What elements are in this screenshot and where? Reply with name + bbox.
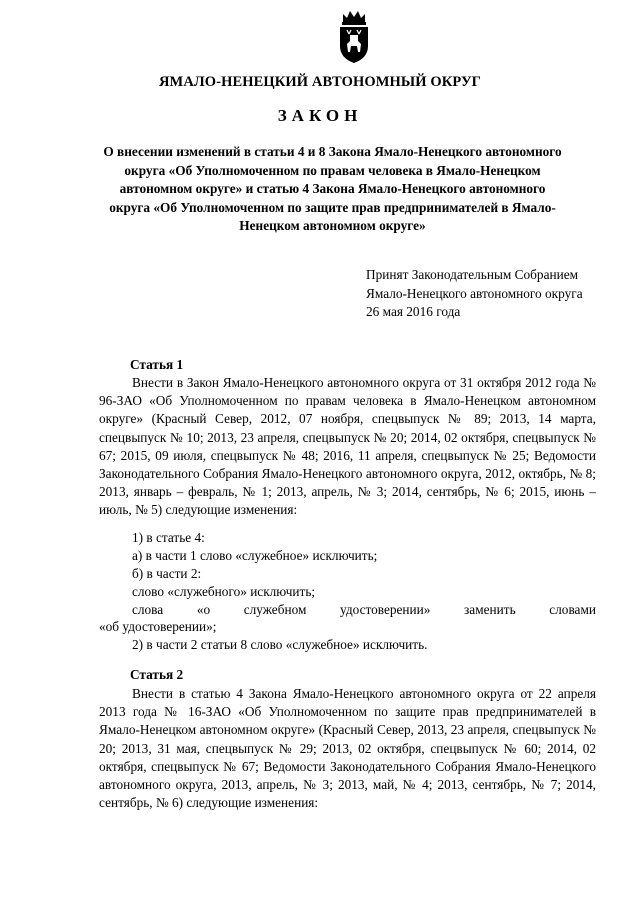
article-1-item-1b-1: слово «служебного» исключить; (132, 584, 316, 599)
article-1-item-1b-2: слова «о служебном удостоверении» заменить словами (132, 602, 596, 617)
article-1-heading: Статья 1 (130, 357, 184, 372)
adoption-line-1: Принят Законодательным Собранием (366, 267, 579, 282)
article-1-item-1b-2-cont: «об удостоверении»; (99, 619, 217, 634)
article-2-heading: Статья 2 (130, 667, 184, 682)
article-1-item-1: 1) в статье 4: (132, 530, 205, 545)
article-1-intro: Внести в Закон Ямало-Ненецкого автономного округа от 31 октября 2012 года № 96-ЗАО «Об Уполномоченном по правам человека в Ямало-Ненецком автономном округе» (Красный Север, 2012, 07 ноября, спецвыпуск № 89; 2013, 14 марта, спецвыпуск № 10; 2013, 23 апреля, спецвыпуск № 20; 2014, 02 октября, спецвыпуск № 67; 2015, 09 июля, спецвыпуск № 48; 2016, 11 апреля, спецвыпуск № 25; Ведомости Законодательного Собрания Ямало-Ненецкого автономного округа, 2012, октябрь, № 8; 2013, январь – февраль, № 1; 2013, апрель, № 3; 2014, сентябрь, № 6; 2015, июнь – июль, № 5) следующие изменения: (99, 375, 596, 518)
adoption-note (366, 266, 626, 322)
article-2-intro: Внести в статью 4 Закона Ямало-Ненецкого автономного округа от 22 апреля 2013 года № 16-ЗАО «Об Уполномоченном по защите прав предпринимателей в Ямало-Ненецком автономном округе» (Красный Север, 2013, 23 апреля, спецвыпуск № 20; 2013, 31 мая, спецвыпуск № 29; 2013, 02 октября, спецвыпуск № 60; 2014, 02 октября, спецвыпуск № 67; Ведомости Законодательного Собрания Ямало-Ненецкого автономного округа, 2013, апрель, № 3; 2013, май, № 4; 2013, сентябрь, № 7; 2014, сентябрь, № 6) следующие изменения: (99, 686, 596, 811)
article-1-item-1a: а) в части 1 слово «служебное» исключить; (132, 548, 378, 563)
region-name: ЯМАЛО-НЕНЕЦКИЙ АВТОНОМНЫЙ ОКРУГ (158, 74, 482, 90)
coat-of-arms-icon (336, 8, 372, 64)
document-type: ЗАКОН (277, 106, 363, 125)
article-1-item-2: 2) в части 2 статьи 8 слово «служебное» исключить. (132, 637, 428, 652)
article-1-item-1b: б) в части 2: (132, 566, 202, 581)
law-title: О внесении изменений в статьи 4 и 8 Закона Ямало-Ненецкого автономного округа «Об Уполномоченном по правам человека в Ямало-Ненецком автономном округе» и статью 4 Закона Ямало-Ненецкого автономного округа «Об Уполномоченном по защите прав предпринимателей в Ямало-Ненецком автономном округе» (103, 144, 562, 234)
adoption-line-2: Ямало-Ненецкого автономного округа (366, 285, 583, 301)
adoption-date: 26 мая 2016 года (366, 304, 461, 319)
